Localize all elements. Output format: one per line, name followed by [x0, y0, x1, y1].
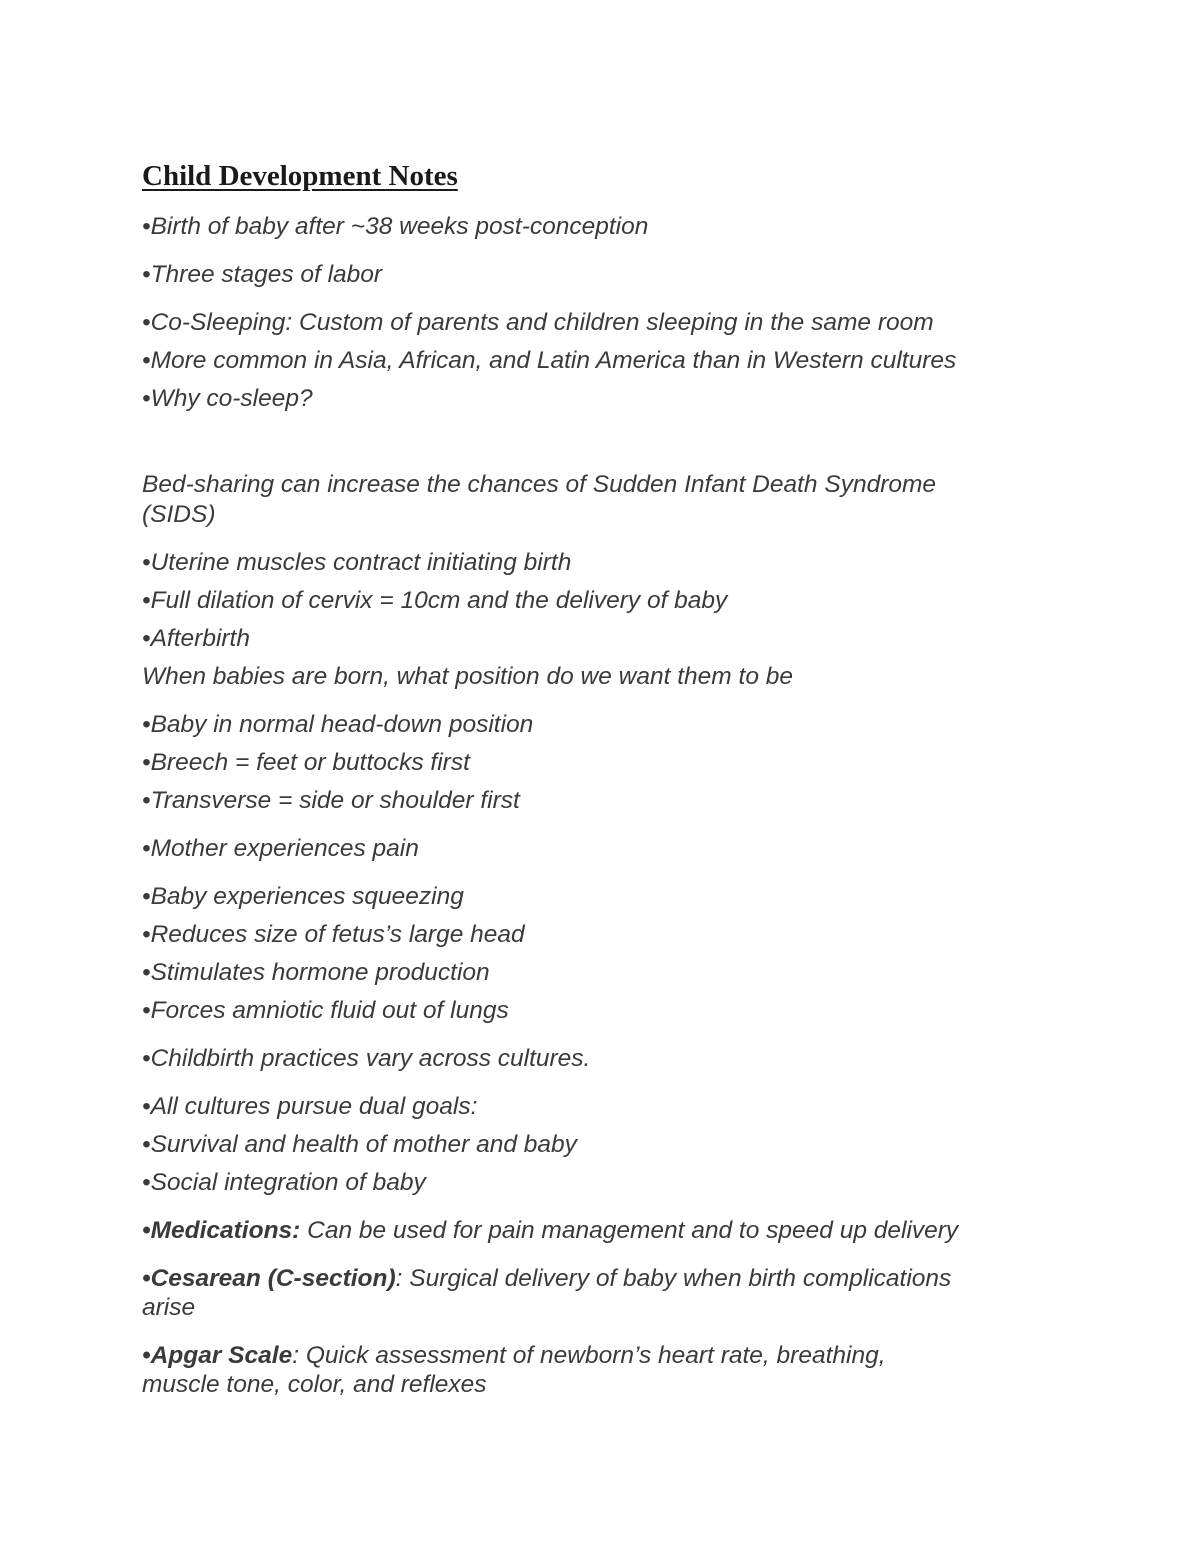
note-line: •Breech = feet or buttocks first — [142, 749, 470, 776]
term-label: •Apgar Scale — [142, 1342, 293, 1369]
term-label: •Cesarean (C-section) — [142, 1265, 396, 1292]
note-line: Bed-sharing can increase the chances of Sudden Infant Death Syndrome — [142, 471, 937, 498]
note-line: •Baby in normal head-down position — [142, 711, 534, 738]
note-line: When babies are born, what position do we want them to be — [142, 663, 793, 690]
note-line: •Survival and health of mother and baby — [142, 1131, 577, 1158]
page-title: Child Development Notes — [142, 160, 458, 192]
note-line: •Stimulates hormone production — [142, 959, 490, 986]
note-line: •Childbirth practices vary across cultures. — [142, 1045, 591, 1072]
note-line: •Apgar Scale: Quick assessment of newborn’s heart rate, breathing, — [142, 1342, 886, 1369]
note-line: •Baby experiences squeezing — [142, 883, 464, 910]
note-line: muscle tone, color, and reflexes — [142, 1371, 487, 1398]
note-line: •Reduces size of fetus’s large head — [142, 921, 525, 948]
term-label: •Medications: — [142, 1217, 301, 1244]
note-line: •Transverse = side or shoulder first — [142, 787, 520, 814]
note-line: •Why co-sleep? — [142, 385, 313, 412]
note-line: •Full dilation of cervix = 10cm and the delivery of baby — [142, 587, 728, 614]
note-line: arise — [142, 1294, 196, 1321]
note-line: •More common in Asia, African, and Latin America than in Western cultures — [142, 347, 957, 374]
note-line: •Mother experiences pain — [142, 835, 419, 862]
note-line: (SIDS) — [142, 501, 216, 528]
note-line: •Birth of baby after ~38 weeks post-conception — [142, 213, 649, 240]
note-line: •Forces amniotic fluid out of lungs — [142, 997, 509, 1024]
note-line: •All cultures pursue dual goals: — [142, 1093, 478, 1120]
note-line: •Medications: Can be used for pain management and to speed up delivery — [142, 1217, 959, 1244]
note-line: •Co-Sleeping: Custom of parents and children sleeping in the same room — [142, 309, 934, 336]
note-line: •Social integration of baby — [142, 1169, 426, 1196]
note-line: •Three stages of labor — [142, 261, 383, 288]
note-line: •Uterine muscles contract initiating birth — [142, 549, 572, 576]
note-line: •Cesarean (C-section): Surgical delivery of baby when birth complications — [142, 1265, 952, 1292]
note-line: •Afterbirth — [142, 625, 250, 652]
